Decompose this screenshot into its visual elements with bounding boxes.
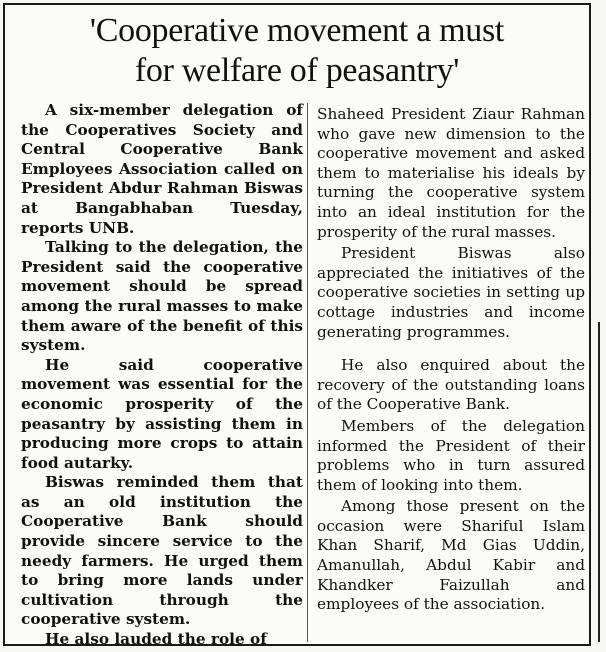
paragraph: Talking to the delegation, the President said the cooperative movement should be spread among the rural masses to make them aware of the benefit of this system. xyxy=(21,238,303,355)
paragraph: Biswas reminded them that as an old institution the Cooperative Bank should provide sincere service to the needy farmers. He urged them to bring more lands under cultivation through the cooperative system. xyxy=(21,473,303,629)
paragraph: Shaheed President Ziaur Rahman who gave new dimension to the cooperative movement and asked them to materialise his ideals by turning the cooperative system into an ideal institution for the prosperity of the rural masses. xyxy=(317,105,585,241)
paragraph: He said cooperative movement was essential for the economic prosperity of the peasantry by assisting them in producing more crops to attain food autarky. xyxy=(21,355,303,472)
article-body xyxy=(5,101,589,649)
right-column xyxy=(317,105,585,615)
article-frame xyxy=(3,3,591,649)
paragraph: President Biswas also appreciated the initiatives of the cooperative societies in setting up cottage industries and income generating programmes. xyxy=(317,244,585,341)
adjacent-column-edge xyxy=(598,322,600,642)
paragraph: Among those present on the occasion were Shariful Islam Khan Sharif, Md Gias Uddin, Amanullah, Abdul Kabir and Khandker Faizullah and employees of the association. xyxy=(317,497,585,614)
paragraph: He also lauded the role of xyxy=(45,630,267,649)
headline-line-2: for welfare of peasantry' xyxy=(134,52,460,89)
paragraph: He also enquired about the recovery of the outstanding loans of the Cooperative Bank. xyxy=(317,356,585,414)
left-column xyxy=(21,101,303,650)
headline-line-1: 'Cooperative movement a must xyxy=(89,12,505,49)
column-gap xyxy=(317,342,585,356)
headline xyxy=(5,11,589,91)
paragraph: A six-member delegation of the Cooperatives Society and Central Cooperative Bank Employees Association called on President Abdur Rahman Biswas at Bangabhaban Tuesday, reports UNB. xyxy=(21,101,303,237)
paragraph: Members of the delegation informed the President of their problems who in turn assured them of looking into them. xyxy=(317,416,585,494)
